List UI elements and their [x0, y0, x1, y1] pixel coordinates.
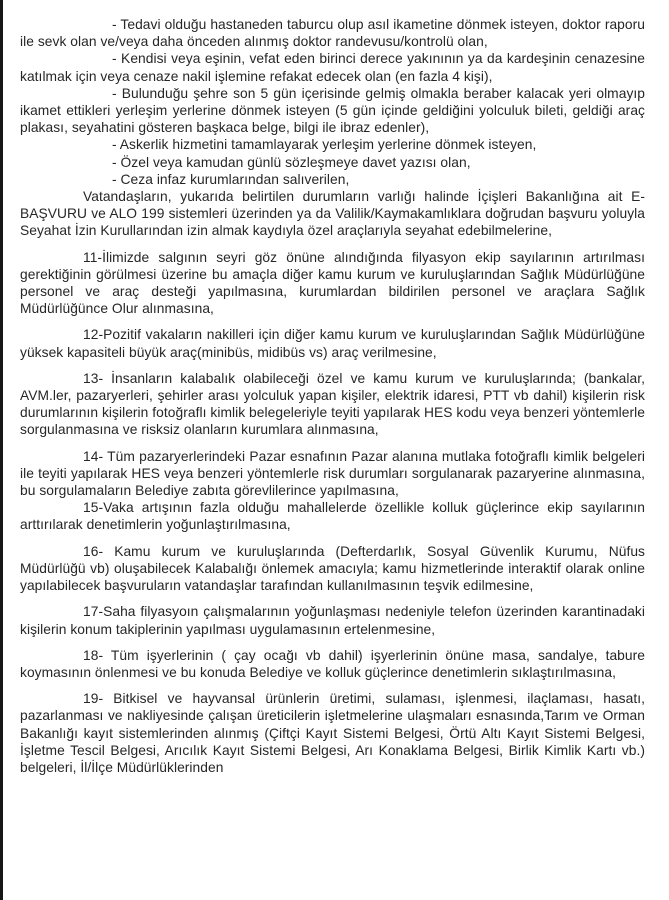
paragraph-item-13: 13- İnsanların kalabalık olabileceği özel ve kamu kurum ve kuruluşlarında; (bankalar, AVM.ler, pazaryerleri, şehirler arası yolculuk yapan kişiler, elektrik idaresi, PTT vb dahil) kişilerin risk durumlarının kişilerin fotoğraflı kimlik belegeleriyle teyiti yapılarak HES kodu veya benzeri yöntemlerle sorgulanmasına ve risksiz olanların kurumlara alınmasına,: [20, 370, 645, 438]
paragraph-item-17: 17-Saha filyasyoın çalışmalarının yoğunlaşması nedeniyle telefon üzerinden karantinadaki kişilerin konum takiplerinin yapılması uygulamasının ertelenmesine,: [20, 604, 645, 637]
bullet-paragraph-military-service: - Askerlik hizmetini tamamlayarak yerleşim yerlerine dönmek isteyen,: [112, 137, 537, 153]
paragraph-item-11: 11-İlimizde salgının seyri göz önüne alındığında filyasyon ekip sayılarının artırılması gerektiğinin görülmesi üzerine bu amaçla diğer kamu kurum ve kuruluşlarından Sağlık Müdürlüğüne personel ve araç desteği yapılmasına, kurumlardan bildirilen personel ve araçlara Sağlık Müdürlüğünce Olur alınmasına,: [20, 249, 645, 317]
paragraph-item-18: 18- Tüm işyerlerinin ( çay ocağı vb dahil) işyerlerinin önüne masa, sandalye, tabure koymasının önlenmesi ve bu konuda Belediye ve kolluk güçlerince denetimlerin sıklaştırılmasına,: [20, 647, 645, 680]
bullet-paragraph-funeral: - Kendisi veya eşinin, vefat eden birinci derece yakınının ya da kardeşinin cenazesine katılmak için veya cenaze nakil işlemine refakat edecek olan (en fazla 4 kişi),: [20, 51, 645, 84]
paragraph-item-16: 16- Kamu kurum ve kuruluşlarında (Defterdarlık, Sosyal Güvenlik Kurumu, Nüfus Müdürlüğü vb) oluşabilecek Kalabalığı önlemek amacıyla; kamu hizmetlerinde interaktif olarak online yapılabilecek başvuruların vatandaşlar tarafından kullanılmasının teşvik edilmesine,: [20, 543, 645, 594]
bullet-paragraph-contract-invitation: - Özel veya kamudan günlü sözleşmeye davet yazısı olan,: [112, 154, 471, 170]
bullet-paragraph-return-residence: - Bulunduğu şehre son 5 gün içerisinde gelmiş olmakla beraber kalacak yeri olmayıp ikamet ettikleri yerleşim yerlerine dönmek isteyen (5 gün içinde geldiğini yolculuk bileti, geldiği araç plakası, seyahatini gösteren başkaca belge, bilgi ile ibraz edenler),: [20, 85, 645, 136]
bullet-paragraph-hospital-discharge: - Tedavi olduğu hastaneden taburcu olup asıl ikametine dönmek isteyen, doktor raporu ile sevk olan ve/veya daha önceden alınmış doktor randevusu/kontrolü olan,: [20, 17, 645, 50]
paragraph-item-19: 19- Bitkisel ve hayvansal ürünlerin üretimi, sulaması, işlenmesi, ilaçlaması, hasatı, pazarlanması ve nakliyesinde çalışan üreticilerin işletmelerine ulaşmaları esnasında,Tarım ve Orman Bakanlığı kayıt sistemlerinden alınmış (Çiftçi Kayıt Sistemi Belgesi, Örtü Altı Kayıt Sistemi Belgesi, İşletme Tescil Belgesi, Arıcılık Kayıt Sistemi Belgesi, Arı Konaklama Belgesi, Birlik Kimlik Kartı vb.) belgeleri, İl/İlçe Müdürlüklerinden: [20, 691, 645, 775]
paragraph-item-15: 15-Vaka artışının fazla olduğu mahallelerde özellikle kolluk güçlerince ekip sayılarının arttırılarak denetimlerin yoğunlaştırılmasına,: [20, 500, 645, 533]
paragraph-item-14: 14- Tüm pazaryerlerindeki Pazar esnafının Pazar alanına mutlaka fotoğraflı kimlik belgeleri ile teyiti yapılarak HES veya benzeri yöntemlerle risk durumları sorgulanarak pazaryerine alınmasına, bu sorgulamaların Belediye zabıta görevlilerince yapılmasına,: [20, 448, 645, 499]
paragraph-travel-permission: Vatandaşların, yukarıda belirtilen durumların varlığı halinde İçişleri Bakanlığına ait E-BAŞVURU ve ALO 199 sistemleri üzerinden ya da Valilik/Kaymakamlıklara doğrudan başvuru yoluyla Seyahat İzin Kurullarından izin almak kaydıyla özel araçlarıyla seyahat edebilmelerine,: [20, 189, 645, 239]
paragraph-item-12: 12-Pozitif vakaların nakilleri için diğer kamu kurum ve kuruluşlarından Sağlık Müdürlüğüne yüksek kapasiteli büyük araç(minibüs, midibüs vs) araç verilmesine,: [20, 327, 645, 360]
left-scan-edge-line: [0, 0, 3, 900]
document-text-block: [20, 16, 645, 776]
bullet-paragraph-prison-release: - Ceza infaz kurumlarından salıverilen,: [112, 171, 350, 187]
